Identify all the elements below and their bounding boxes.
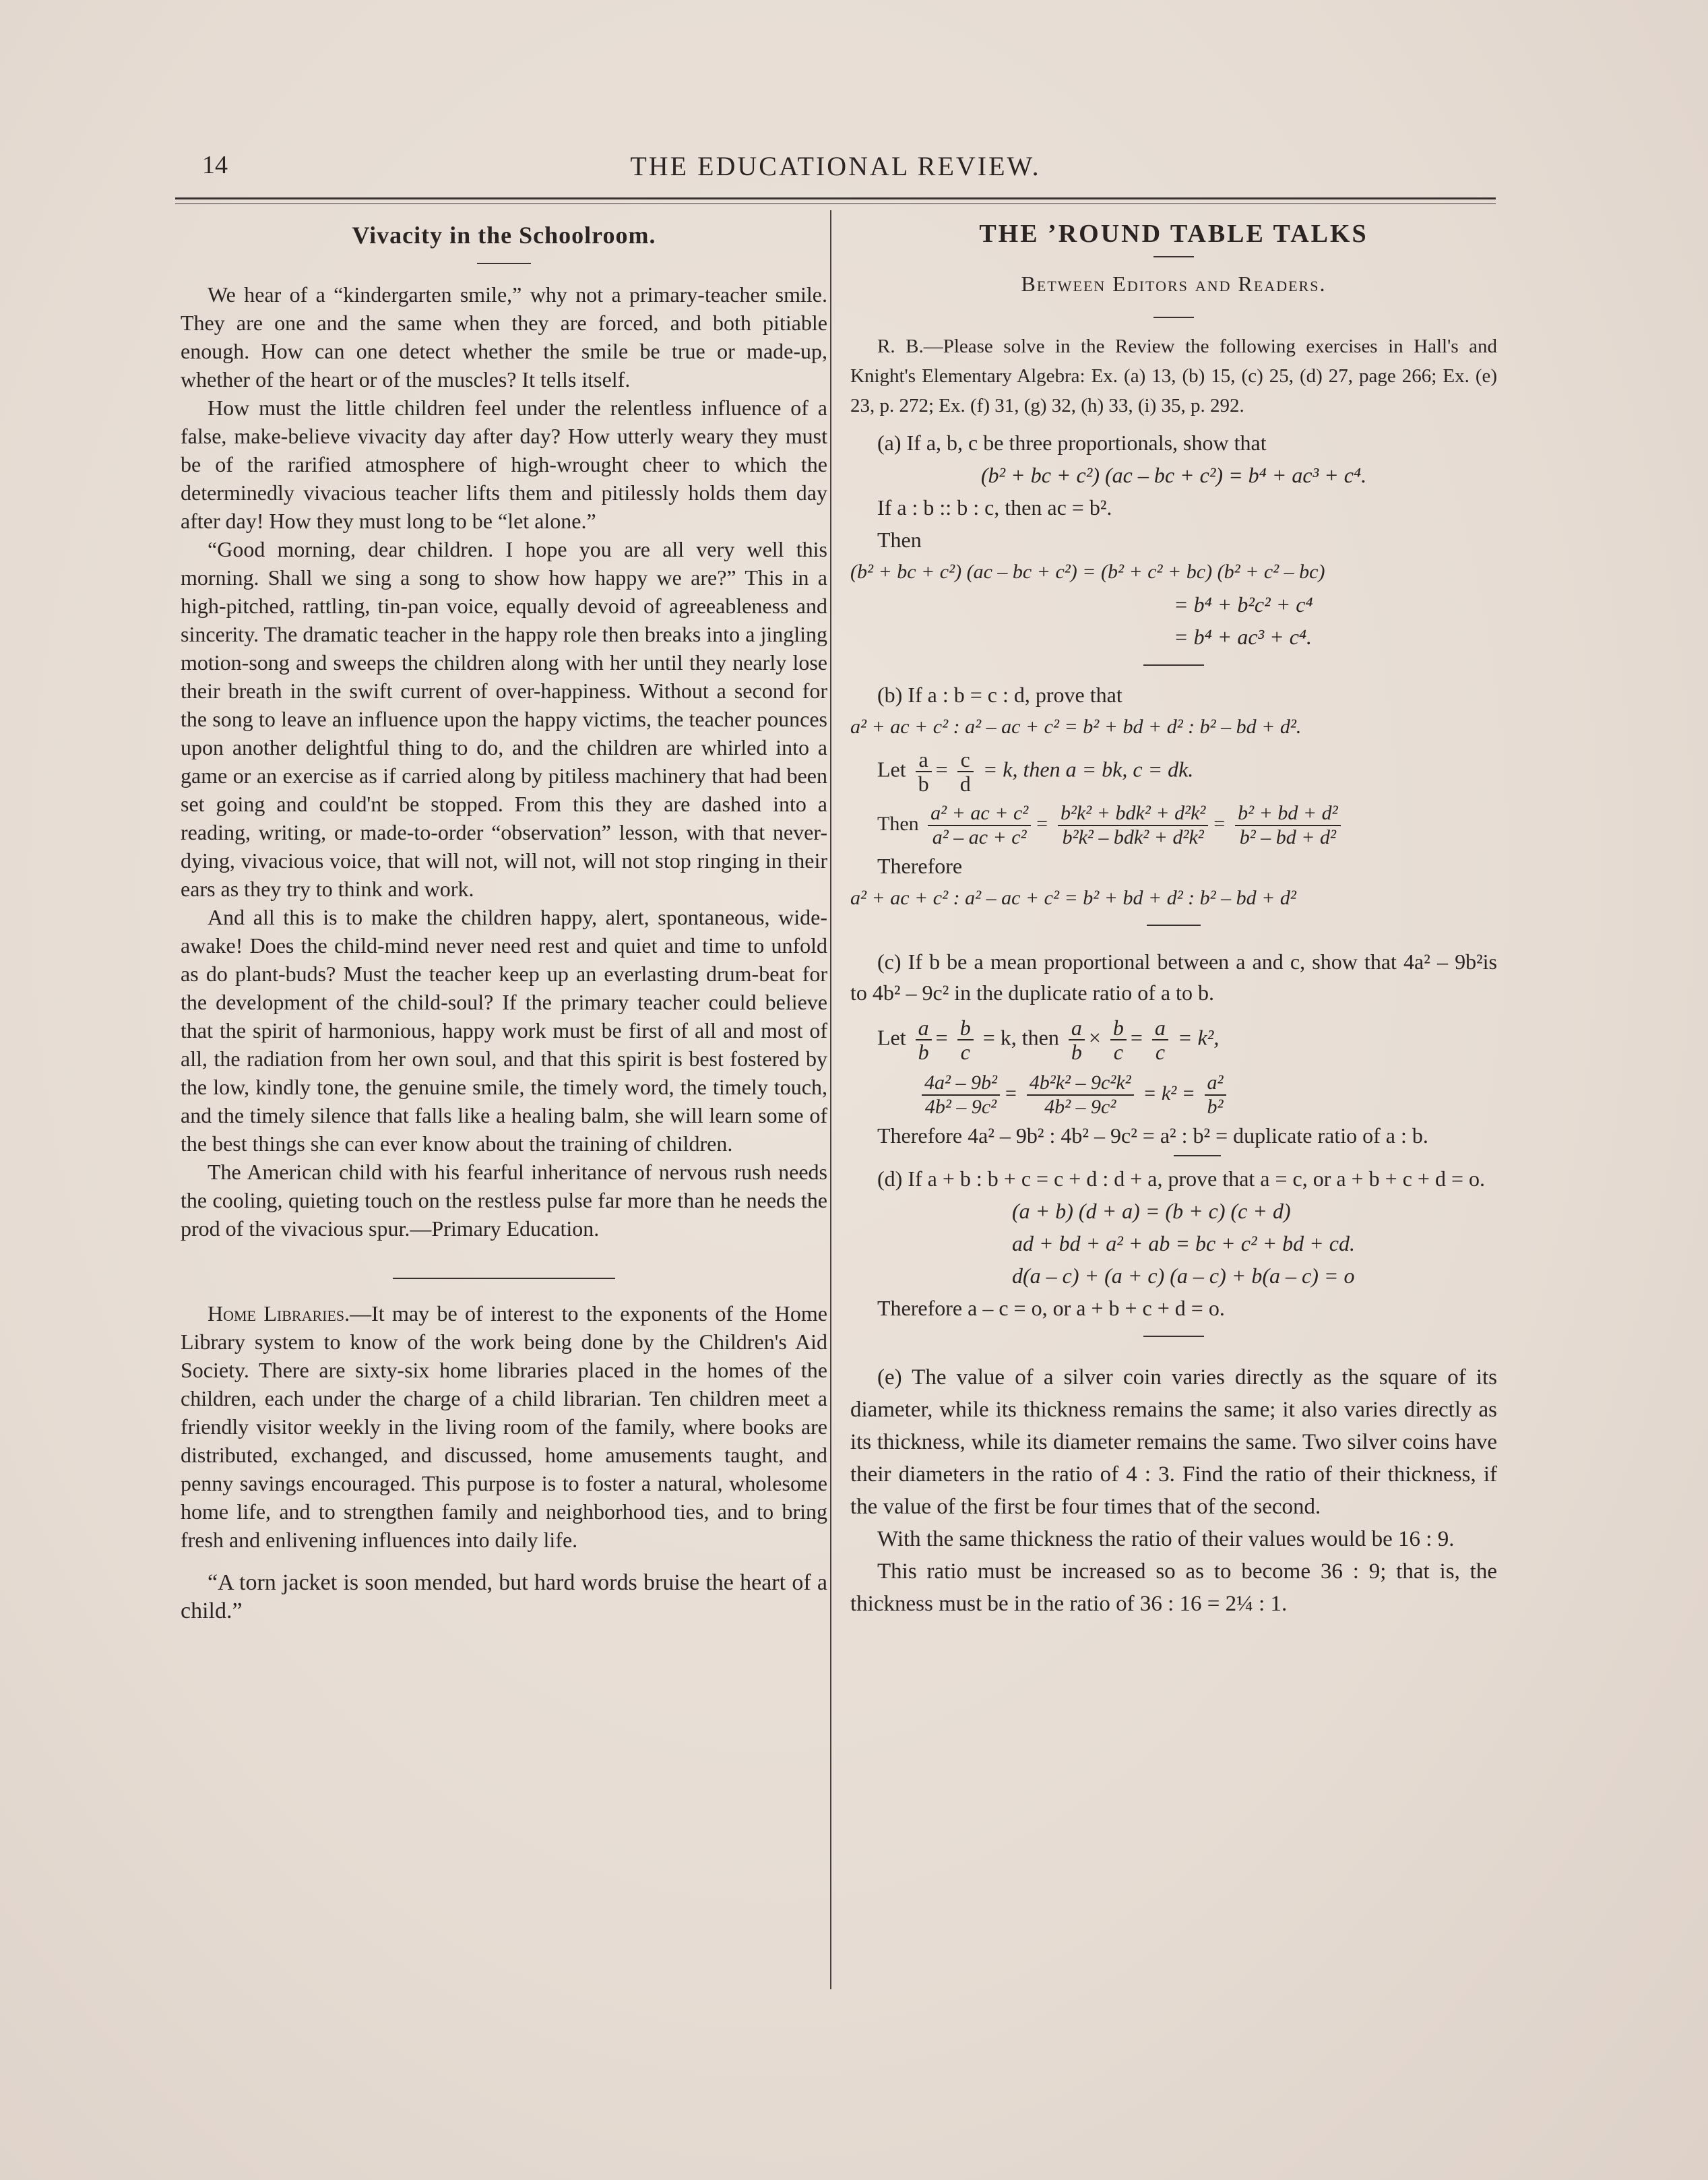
home-libraries-text: —It may be of interest to the exponents of the Home Library system to know of the work being done by the Children's Aid Society. There are sixty-six home libraries placed in the homes of the children, each under the charge of a child librarian. Ten children meet a friendly visitor weekly in the living room of the family, where books are distributed, exchanged, and discussed, home amusements taught, and penny savings encouraged. This purpose is to foster a natural, wholesome home life, and to strengthen family and neighborhood ties, and to bring fresh and enlivening influences into daily life. — [181, 1301, 828, 1552]
denominator: c — [1113, 1040, 1123, 1064]
g-mid: = k² = — [1143, 1082, 1195, 1104]
fraction — [916, 1016, 932, 1063]
exercise-a-then: Then — [877, 528, 922, 552]
numerator: a — [916, 748, 932, 772]
numerator: b²k² + bdk² + d²k² — [1058, 802, 1208, 826]
exercise-d-line2: ad + bd + a² + ab = bc + c² + bd + cd. — [1012, 1231, 1355, 1255]
article-paragraph: We hear of a “kindergarten smile,” why not a primary-teacher smile. They are one and the same when they are forced, and both pitiable enough. How can one detect whether the smile be true or made-up, whether of the heart or of the muscles? It tells itself. — [181, 282, 827, 392]
article-paragraph: And all this is to make the children happy, alert, spontaneous, wide-awake! Does the child-mind never need rest and quiet and time to unfold as do plant-buds? Must the teacher keep up an everlasting drum-beat for the development of the child-soul? If the primary teacher could believe that the spirit of harmonious, happy work must be first of all and most of all, the radiation from her own soul, and that this spirit is best fostered by the low, kindly tone, the genuine smile, the timely word, the timely touch, and the timely silence that falls like a healing balm, she will learn some of the best things she can ever know about the training of children. — [181, 905, 827, 1156]
page-header — [175, 138, 1496, 185]
denominator: b² – bd + d² — [1239, 826, 1337, 848]
numerator: 4b²k² – 9c²k² — [1027, 1071, 1134, 1096]
exercise-b-conclusion: a² + ac + c² : a² – ac + c² = b² + bd + d² : b² – bd + d² — [850, 887, 1296, 909]
left-column — [181, 216, 827, 1625]
numerator: b² + bd + d² — [1235, 802, 1340, 826]
numerator: a — [1152, 1016, 1168, 1040]
let-word: Let — [877, 757, 906, 782]
exercise-e — [850, 1361, 1497, 1620]
journal-title: THE EDUCATIONAL REVIEW. — [630, 151, 1041, 181]
subtitle-rule — [1153, 317, 1194, 318]
exercise-b-statement: (b) If a : b = c : d, prove that — [877, 683, 1122, 707]
exercise-a-statement: (a) If a, b, c be three proportionals, show that — [877, 431, 1267, 455]
header-rule — [175, 197, 1496, 199]
rule-d — [1143, 1336, 1204, 1337]
exercise-d-line3: d(a – c) + (a + c) (a – c) + b(a – c) = o — [1012, 1264, 1355, 1288]
denominator: a² – ac + c² — [932, 826, 1027, 848]
rule-b — [1147, 925, 1201, 926]
fraction — [1069, 1016, 1085, 1063]
numerator: c — [957, 748, 974, 772]
rule-a — [1143, 664, 1204, 666]
article-paragraph: “Good morning, dear children. I hope you are all very well this morning. Shall we sing a song to show how happy we are?” This in a high-pitched, rattling, tin-pan voice, equally devoid of agreeableness and sincerity. The dramatic teacher in the happy role then breaks into a jingling motion-song and sweeps the children along with her until they nearly lose their breath in the swift current of over-happiness. Without a second for the song to leave an influence upon the happy victims, the teacher pounces upon another delightful thing to do, and the children are whirled into a game or an exercise as if carried along by pitiless machinery that had been set going and could'nt be stopped. From this they are dashed into a reading, writing, or made-to-order “observation” lesson, with that never-dying, vivacious voice, that will not, will not, will not stop ringing in their ears as they try to think and work. — [181, 537, 827, 901]
denominator: b — [918, 772, 929, 796]
fraction — [1152, 1016, 1168, 1063]
then-mid: = k, then — [982, 1025, 1059, 1050]
exercise-a-line3: = b⁴ + b²c² + c⁴ — [1174, 592, 1313, 617]
exercise-b-let: Let $\frac{a}{b}$ = $\frac{c}{d}$ = k, then a = bk, c = dk. — [877, 747, 1194, 796]
section-subtitle: Between Editors and Readers. — [1021, 272, 1327, 296]
exercise-d-conclusion: Therefore a – c = o, or a + b + c + d = o. — [877, 1296, 1225, 1320]
home-libraries-paragraph — [181, 1299, 827, 1554]
home-libraries-head: Home Libraries. — [208, 1301, 350, 1326]
exercise-c-let: Let $\frac{a}{b}$ = $\frac{b}{c}$ = k, then $\frac{a}{b}$ × $\frac{b}{c}$ = $\frac{a}{c}$ = k², — [877, 1016, 1220, 1064]
section-title: THE ’ROUND TABLE TALKS — [979, 220, 1368, 248]
title-rule — [1153, 256, 1194, 257]
exercise-d-statement: (d) If a + b : b + c = c + d : d + a, prove that a = c, or a + b + c + d = o. — [877, 1166, 1485, 1191]
then-word: Then — [877, 812, 919, 835]
fraction — [957, 1016, 974, 1063]
let-rest: = k, then a = bk, c = dk. — [982, 757, 1194, 782]
numerator: 4a² – 9b² — [922, 1071, 1000, 1096]
denominator: b — [918, 1040, 929, 1064]
fraction — [928, 802, 1031, 849]
let-end: = k², — [1177, 1025, 1220, 1050]
numerator: a² + ac + c² — [928, 802, 1031, 826]
closing-quote: “A torn jacket is soon mended, but hard words bruise the heart of a child.” — [181, 1570, 827, 1623]
page-number: 14 — [202, 151, 228, 179]
rule-c — [1174, 1155, 1221, 1156]
numerator: a² — [1205, 1071, 1226, 1096]
fraction — [922, 1071, 1000, 1119]
exercise-c-fractions: $\frac{\text{4a² – 9b²}}{\text{4b² – 9c²}}$ = $\frac{\text{4b²k² – 9c²k²}}{\text{4b² – 9c²}}$ = k² = $\frac{\text{a²}}{\text{b²}}$ — [850, 1071, 1497, 1119]
article-paragraph: The American child with his fearful inheritance of nervous rush needs the cooling, quieting touch on the restless pulse far more than he needs the prod of the vivacious spur.—Primary Education. — [181, 1160, 827, 1241]
exercise-e-paragraph: With the same thickness the ratio of their values would be 16 : 9. — [877, 1527, 1455, 1551]
exercise-c-conclusion: Therefore 4a² – 9b² : 4b² – 9c² = a² : b² = duplicate ratio of a : b. — [877, 1123, 1428, 1148]
exercise-b-then: Then $\frac{\text{a² + ac + c²}}{\text{a² – ac + c²}}$ = $\frac{\text{b²k² + bdk² + d²k²}}{\text{b²k² – bdk² + d²k²}}$ = $\frac{\text{b² + bd + d²}}{\text{b² – bd + d²}}$ — [850, 802, 1497, 849]
exercise-e-paragraph: (e) The value of a silver coin varies directly as the square of its diameter, while its thickness remains the same; it also varies directly as its thickness, while its diameter remains the same. Two silver coins have their diameters in the ratio of 4 : 3. Find the ratio of their thickness, if the value of the first be four times that of the second. — [850, 1365, 1497, 1519]
numerator: b — [1110, 1016, 1127, 1040]
exercise-b-therefore: Therefore — [877, 854, 963, 878]
fraction — [916, 748, 932, 795]
exercise-d-line1: (a + b) (d + a) = (b + c) (c + d) — [1012, 1199, 1291, 1223]
section-rule — [393, 1278, 615, 1279]
denominator: d — [959, 772, 971, 796]
fraction — [1205, 1071, 1226, 1119]
numerator: b — [957, 1016, 974, 1040]
reader-request: R. B.—Please solve in the Review the following exercises in Hall's and Knight's Elementary Algebra: Ex. (a) 13, (b) 15, (c) 25, (d) 27, page 266; Ex. (e) 23, p. 272; Ex. (f) 31, (g) 32, (h) 33, (i) 35, p. 292. — [850, 336, 1497, 416]
article-title: Vivacity in the Schoolroom. — [352, 222, 656, 249]
exercise-a-line2: (b² + bc + c²) (ac – bc + c²) = (b² + c² + bc) (b² + c² – bc) — [850, 561, 1325, 583]
denominator: b²k² – bdk² + d²k² — [1062, 826, 1204, 848]
exercise-a-line1: If a : b :: b : c, then ac = b². — [877, 495, 1112, 520]
fraction — [957, 748, 974, 795]
exercise-a-equation: (b² + bc + c²) (ac – bc + c²) = b⁴ + ac³ + c⁴. — [980, 463, 1367, 487]
fraction — [1110, 1016, 1127, 1063]
fraction — [1027, 1071, 1134, 1119]
right-column — [850, 216, 1497, 1620]
denominator: c — [960, 1040, 970, 1064]
fraction — [1235, 802, 1340, 849]
numerator: a — [1069, 1016, 1085, 1040]
denominator: b — [1071, 1040, 1082, 1064]
column-divider — [830, 210, 831, 1989]
exercise-b-equation: a² + ac + c² : a² – ac + c² = b² + bd + d² : b² – bd + d². — [850, 716, 1302, 738]
denominator: 4b² – 9c² — [924, 1096, 997, 1118]
fraction — [1058, 802, 1208, 849]
article-paragraph: How must the little children feel under the relentless influence of a false, make-believe vivacity day after day? How utterly weary they must be of the rarified atmosphere of high-wrought cheer to which the determinedly vivacious teacher lifts them and pitilessly holds them day after day! How they must long to be “let alone.” — [181, 396, 827, 533]
numerator: a — [916, 1016, 932, 1040]
denominator: 4b² – 9c² — [1044, 1096, 1116, 1118]
exercise-c-statement: (c) If b be a mean proportional between a and c, show that 4a² – 9b²is to 4b² – 9c² in the duplicate ratio of a to b. — [850, 949, 1497, 1005]
denominator: b² — [1207, 1096, 1224, 1118]
title-rule — [477, 263, 531, 264]
exercise-a-line4: = b⁴ + ac³ + c⁴. — [1174, 625, 1312, 649]
let-word: Let — [877, 1025, 906, 1050]
denominator: c — [1155, 1040, 1166, 1064]
exercise-e-paragraph: This ratio must be increased so as to become 36 : 9; that is, the thickness must be in the ratio of 36 : 16 = 2¼ : 1. — [850, 1559, 1497, 1616]
